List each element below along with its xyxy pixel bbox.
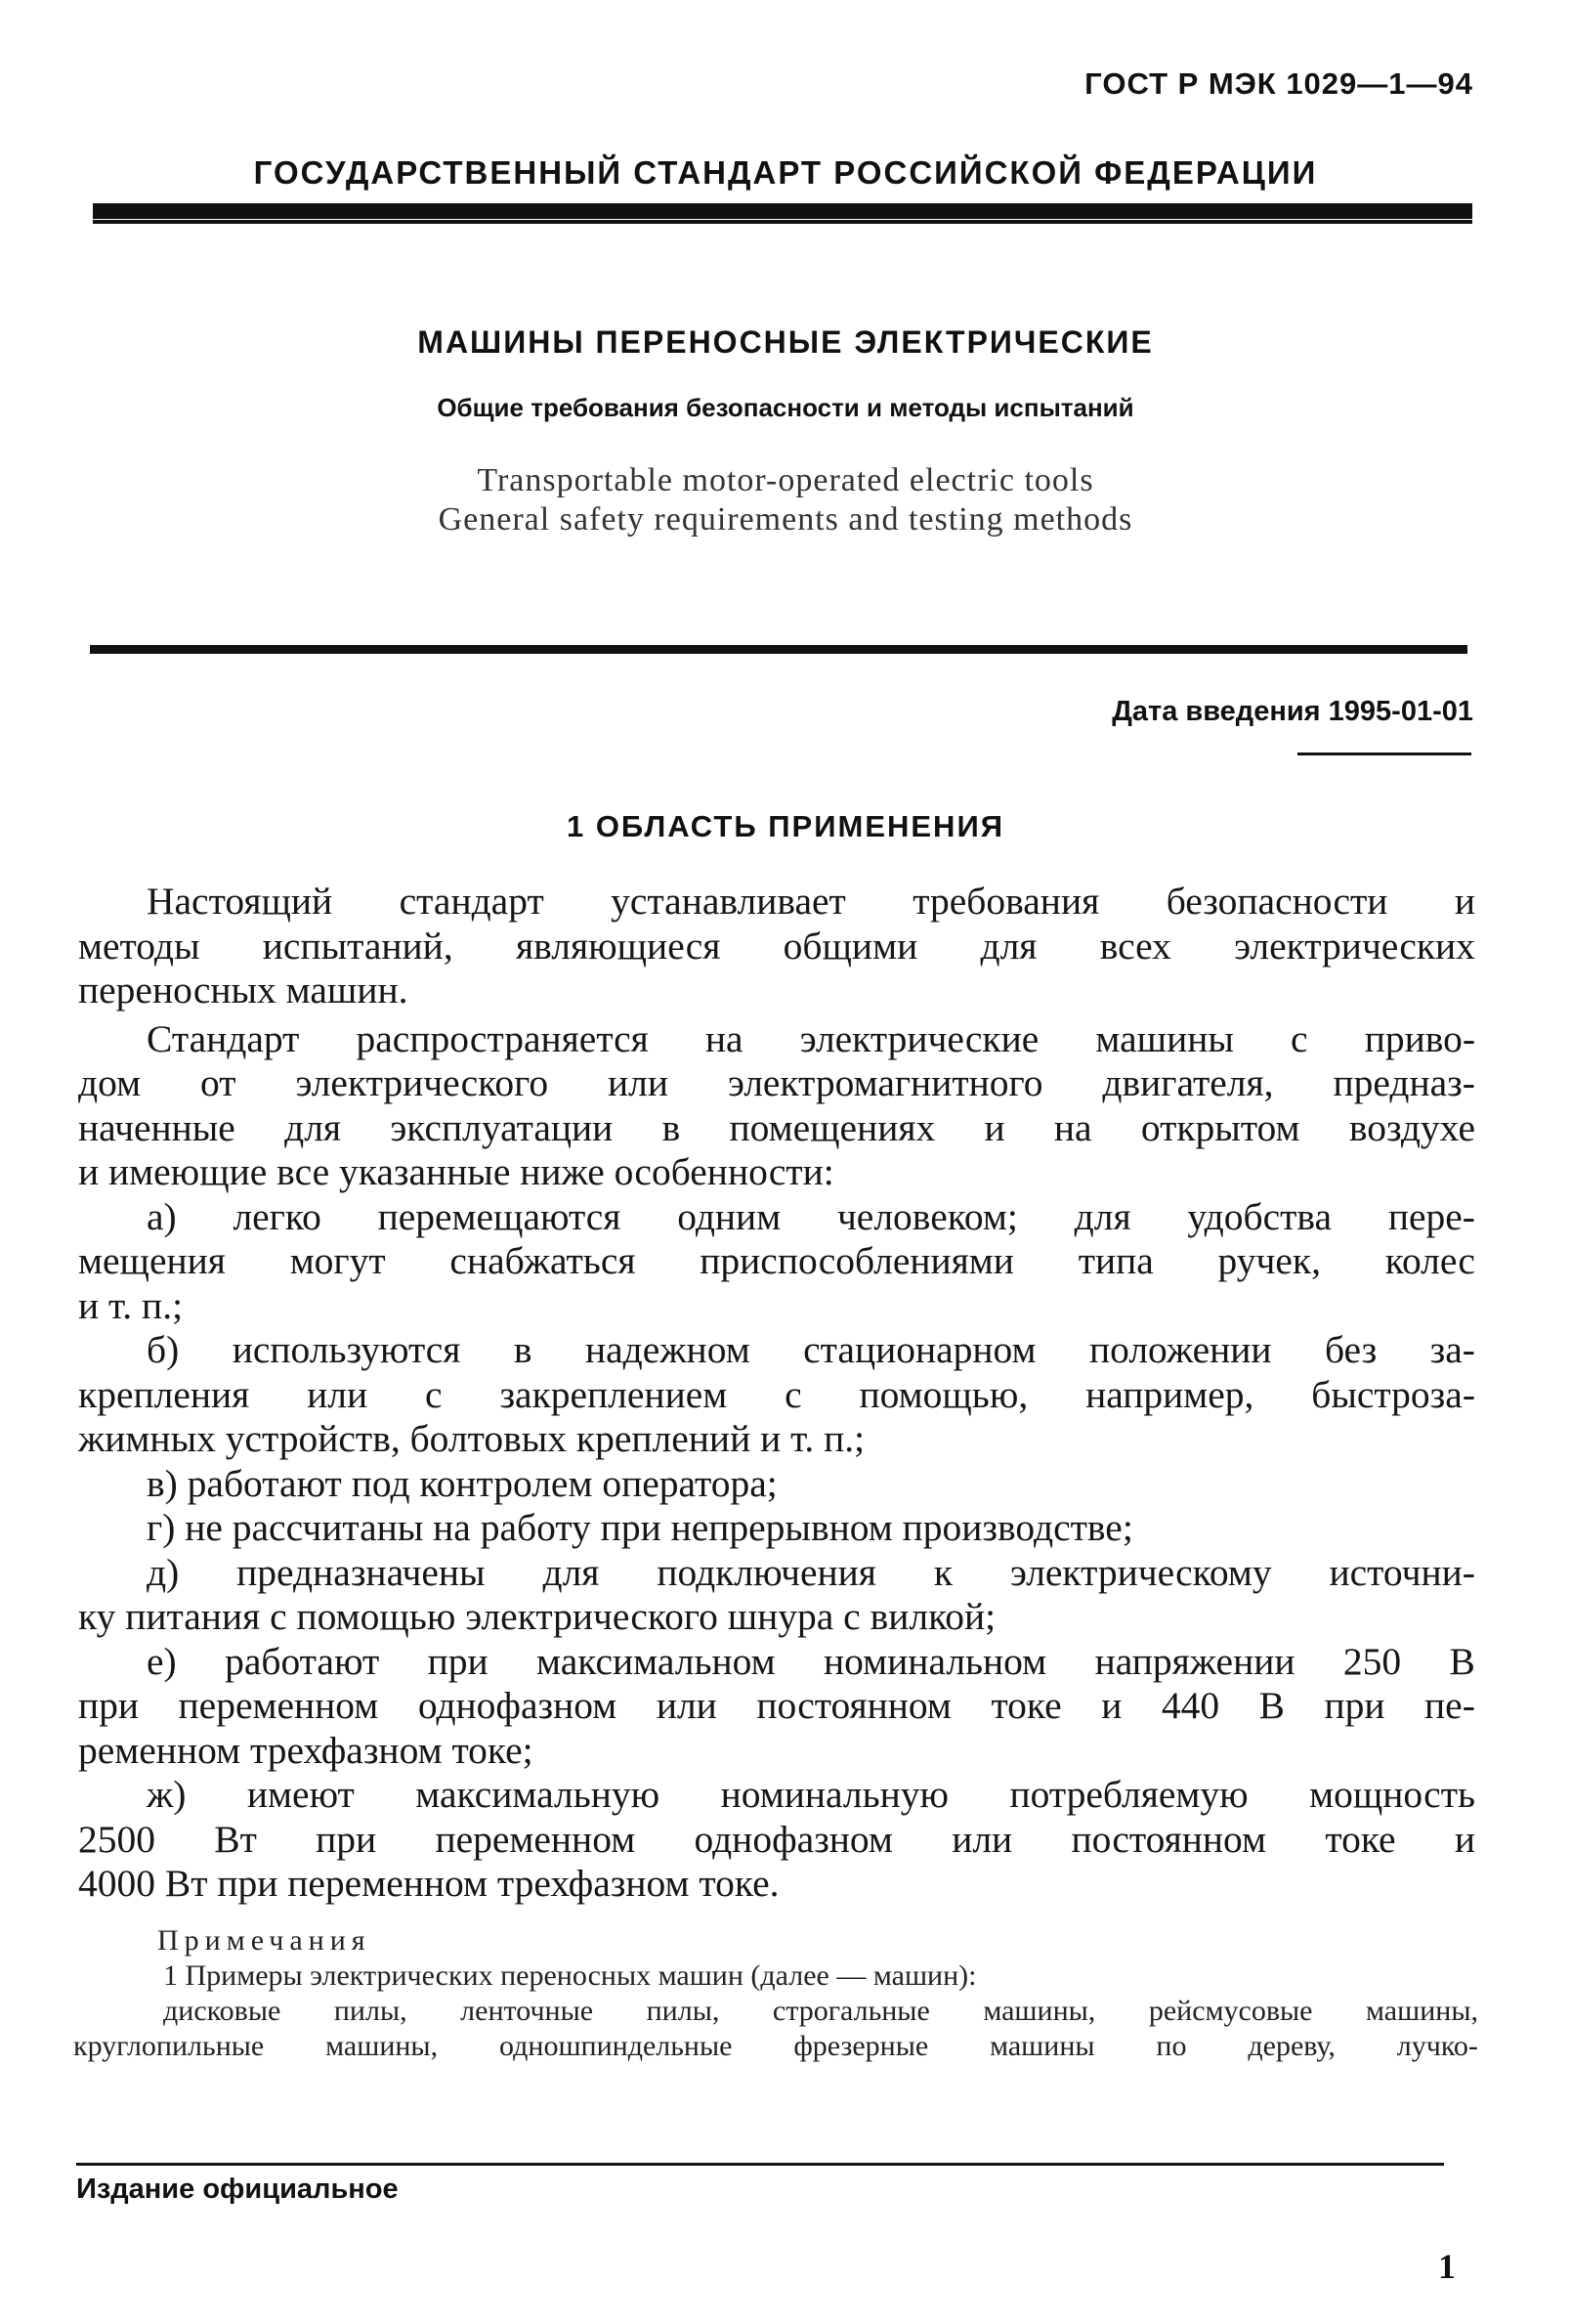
- body-line: 2500 Вт при переменном однофазном или постоянном токе и: [78, 1817, 1475, 1861]
- section-heading: 1 ОБЛАСТЬ ПРИМЕНЕНИЯ: [566, 809, 1005, 843]
- body-line: при переменном однофазном или постоянном токе и 440 В при пе-: [78, 1684, 1475, 1727]
- notes-line: круглопильные машины, одношпиндельные фрезерные машины по дереву, лучко-: [73, 2030, 1478, 2062]
- body-line: е) работают при максимальном номинальном напряжении 250 В: [147, 1639, 1475, 1683]
- body-line: Стандарт распространяется на электрические машины с приво-: [147, 1016, 1475, 1060]
- body-line: 4000 Вт при переменном трехфазном токе.: [78, 1862, 780, 1905]
- english-title-line: Transportable motor-operated electric tools: [477, 462, 1094, 498]
- document-code: ГОСТ Р МЭК 1029—1—94: [1084, 66, 1473, 101]
- body-line: и т. п.;: [78, 1283, 184, 1327]
- body-line: ку питания с помощью электрического шнура с вилкой;: [78, 1595, 997, 1638]
- header-rule-thick: [93, 203, 1472, 219]
- body-line: Настоящий стандарт устанавливает требования безопасности и: [147, 880, 1475, 923]
- english-title-line: General safety requirements and testing methods: [438, 501, 1133, 538]
- english-title: [0, 461, 1571, 539]
- body-line: г) не рассчитаны на работу при непрерывном производстве;: [147, 1506, 1133, 1549]
- body-line: в) работают под контролем оператора;: [147, 1461, 778, 1505]
- body-line: ж) имеют максимальную номинальную потребляемую мощность: [147, 1773, 1475, 1816]
- section-body: [78, 880, 1475, 1907]
- body-line: наченные для эксплуатации в помещениях и на открытом воздухе: [78, 1105, 1475, 1149]
- state-standard-title: ГОСУДАРСТВЕННЫЙ СТАНДАРТ РОССИЙСКОЙ ФЕДЕРАЦИИ: [253, 154, 1318, 191]
- body-line: жимных устройств, болтовых креплений и т. п.;: [78, 1417, 866, 1460]
- notes-title: Примечания: [157, 1924, 371, 1957]
- introduction-date: Дата введения 1995-01-01: [1112, 696, 1473, 727]
- notes-line: дисковые пилы, ленточные пилы, строгальные машины, рейсмусовые машины,: [163, 1995, 1478, 2027]
- body-line: методы испытаний, являющиеся общими для всех электрических: [78, 924, 1475, 968]
- document-subtitle: Общие требования безопасности и методы испытаний: [437, 393, 1134, 422]
- body-line: переносных машин.: [78, 968, 408, 1011]
- introduction-date-underline: [1297, 753, 1471, 755]
- edition-label: Издание официальное: [76, 2173, 399, 2205]
- footer-rule: [76, 2163, 1444, 2166]
- title-rule: [90, 645, 1467, 654]
- body-line: ременном трехфазном токе;: [78, 1728, 533, 1772]
- body-line: а) легко перемещаются одним человеком; для удобства пере-: [147, 1194, 1475, 1238]
- body-line: д) предназначены для подключения к электрическому источни-: [147, 1550, 1475, 1594]
- document-title: МАШИНЫ ПЕРЕНОСНЫЕ ЭЛЕКТРИЧЕСКИЕ: [417, 324, 1154, 360]
- header-rule-thin: [93, 220, 1472, 224]
- notes-line: 1 Примеры электрических переносных машин (далее — машин):: [163, 1959, 977, 1992]
- page-number: 1: [1438, 2247, 1456, 2286]
- body-line: крепления или с закреплением с помощью, например, быстроза-: [78, 1372, 1475, 1416]
- body-line: мещения могут снабжаться приспособлениями типа ручек, колес: [78, 1239, 1475, 1282]
- notes-block: [73, 1923, 1478, 2064]
- body-line: дом от электрического или электромагнитного двигателя, предназ-: [78, 1061, 1475, 1104]
- body-line: б) используются в надежном стационарном положении без за-: [147, 1328, 1475, 1371]
- body-line: и имеющие все указанные ниже особенности:: [78, 1150, 834, 1193]
